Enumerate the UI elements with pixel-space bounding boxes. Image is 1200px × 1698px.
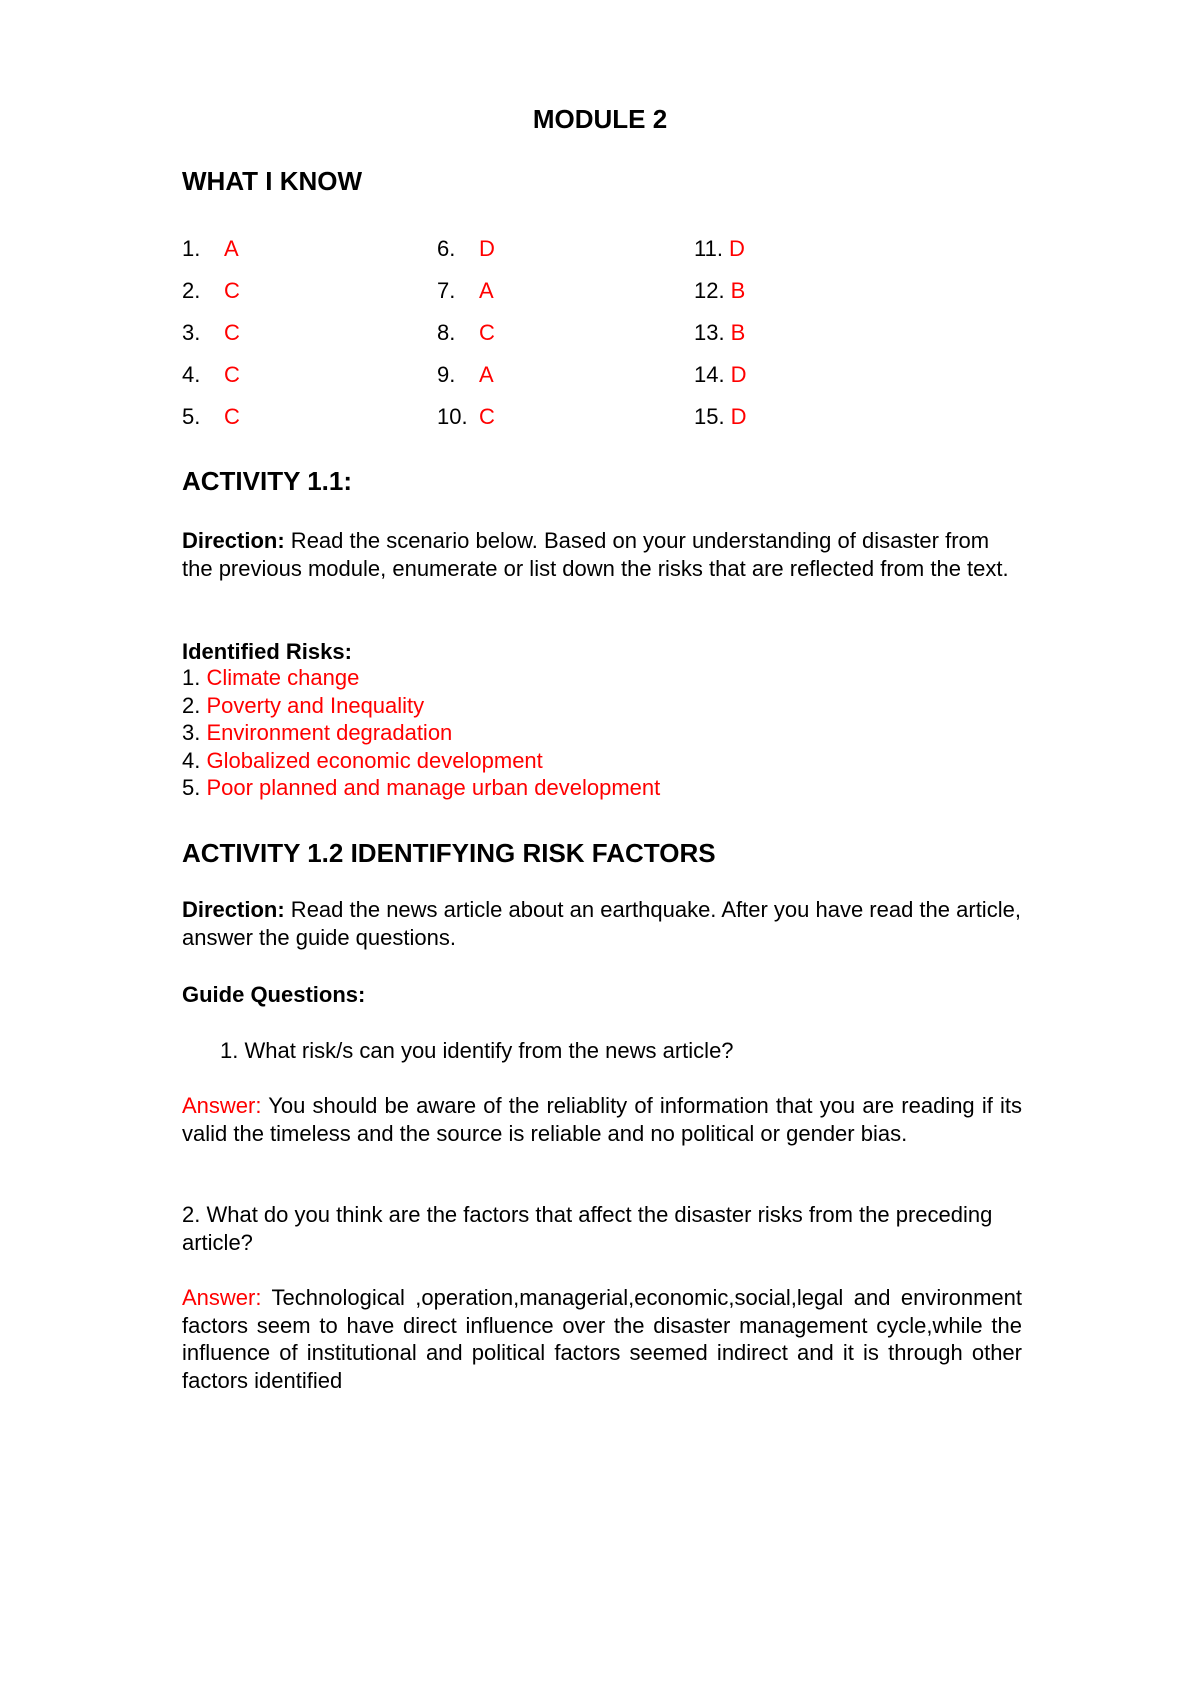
answer-item bbox=[437, 354, 495, 396]
item-number: 6. bbox=[437, 236, 456, 261]
item-answer: B bbox=[730, 278, 746, 303]
risk-number: 4. bbox=[182, 747, 207, 773]
item-answer: C bbox=[479, 320, 495, 345]
item-number: 9. bbox=[437, 362, 456, 387]
question-1: 1. What risk/s can you identify from the news article? bbox=[220, 1038, 734, 1063]
risk-number: 2. bbox=[182, 692, 207, 718]
answer-item bbox=[437, 270, 495, 312]
identified-risks-label bbox=[182, 638, 1022, 666]
item-number: 11. bbox=[694, 236, 723, 261]
answer-item bbox=[694, 396, 746, 438]
risk-text: Poor planned and manage urban development bbox=[206, 775, 661, 800]
item-answer: C bbox=[224, 404, 240, 429]
item-answer: D bbox=[728, 236, 745, 261]
item-answer: C bbox=[224, 320, 240, 345]
answer-item bbox=[182, 354, 240, 396]
risk-text: Globalized economic development bbox=[206, 747, 543, 773]
answer-item bbox=[182, 312, 240, 354]
item-answer: C bbox=[479, 404, 495, 429]
item-answer: D bbox=[479, 236, 495, 261]
identified-risks-list bbox=[182, 664, 660, 802]
question-2: 2. What do you think are the factors that affect the disaster risks from the preceding article? bbox=[182, 1202, 993, 1255]
answer-item bbox=[182, 396, 240, 438]
item-number: 3. bbox=[182, 320, 201, 345]
risk-text: Environment degradation bbox=[206, 720, 453, 745]
answer-1 bbox=[182, 1092, 1022, 1147]
item-answer: C bbox=[224, 362, 240, 387]
direction-text: Read the scenario below. Based on your understanding of disaster from the previous module, enumerate or list down the risks that are reflected from the text. bbox=[182, 528, 1009, 581]
answer-item bbox=[694, 270, 746, 312]
item-answer: C bbox=[224, 278, 240, 303]
what-i-know-heading: WHAT I KNOW bbox=[182, 166, 363, 196]
direction-label: Direction: bbox=[182, 528, 285, 553]
list-item bbox=[182, 692, 660, 720]
item-answer: A bbox=[479, 362, 494, 387]
answer-item bbox=[694, 228, 746, 270]
item-answer: B bbox=[730, 320, 746, 345]
item-number: 4. bbox=[182, 362, 201, 387]
activity-1-1-direction bbox=[182, 527, 1022, 582]
item-number: 15. bbox=[694, 404, 725, 429]
answer-item bbox=[437, 228, 495, 270]
item-number: 10. bbox=[437, 404, 468, 429]
direction-label: Direction: bbox=[182, 897, 285, 922]
activity-1-2-direction bbox=[182, 896, 1022, 951]
item-answer: A bbox=[224, 236, 239, 261]
item-number: 7. bbox=[437, 278, 456, 303]
item-number: 2. bbox=[182, 278, 201, 303]
risk-text: Climate change bbox=[206, 665, 360, 690]
guide-questions-label bbox=[182, 981, 1022, 1009]
answer-item bbox=[694, 312, 746, 354]
page-title: MODULE 2 bbox=[532, 104, 668, 134]
answer-item bbox=[437, 396, 495, 438]
item-answer: D bbox=[730, 362, 747, 387]
item-number: 1. bbox=[182, 236, 201, 261]
list-item bbox=[182, 774, 660, 802]
list-item bbox=[182, 664, 660, 692]
answer-label: Answer: bbox=[182, 1093, 262, 1118]
item-answer: A bbox=[479, 278, 494, 303]
risk-number: 5. bbox=[182, 775, 207, 800]
answer-label: Answer: bbox=[182, 1285, 262, 1310]
answer-item bbox=[182, 270, 240, 312]
risk-number: 1. bbox=[182, 665, 207, 690]
answer-2 bbox=[182, 1284, 1022, 1394]
activity-1-1-heading: ACTIVITY 1.1: bbox=[182, 466, 353, 496]
answer-column-3 bbox=[694, 228, 746, 438]
guide-label: Guide Questions: bbox=[182, 982, 366, 1007]
list-item bbox=[182, 747, 660, 775]
item-number: 13. bbox=[694, 320, 725, 345]
item-number: 14. bbox=[694, 362, 725, 387]
answer-column-2 bbox=[437, 228, 495, 438]
answer-item bbox=[694, 354, 746, 396]
item-number: 8. bbox=[437, 320, 456, 345]
risk-text: Poverty and Inequality bbox=[206, 692, 425, 718]
answer-item bbox=[182, 228, 240, 270]
risk-number: 3. bbox=[182, 720, 207, 745]
item-answer: D bbox=[730, 404, 747, 429]
item-number: 5. bbox=[182, 404, 201, 429]
answer-text: You should be aware of the reliablity of information that you are reading if its valid the timeless and the source is reliable and no political or gender bias. bbox=[182, 1093, 1022, 1146]
direction-text: Read the news article about an earthquake. After you have read the article, answer the guide questions. bbox=[182, 897, 1021, 950]
answer-text: Technological ,operation,managerial,economic,social,legal and environment factors seem to have direct influence over the disaster management cycle,while the influence of institutional and political factors seemed indirect and it is through other factors identified bbox=[182, 1285, 1022, 1393]
risks-label: Identified Risks: bbox=[182, 639, 352, 664]
answer-item bbox=[437, 312, 495, 354]
item-number: 12. bbox=[694, 278, 725, 303]
activity-1-2-heading: ACTIVITY 1.2 IDENTIFYING RISK FACTORS bbox=[182, 838, 716, 868]
answer-column-1 bbox=[182, 228, 240, 438]
list-item bbox=[182, 719, 660, 747]
